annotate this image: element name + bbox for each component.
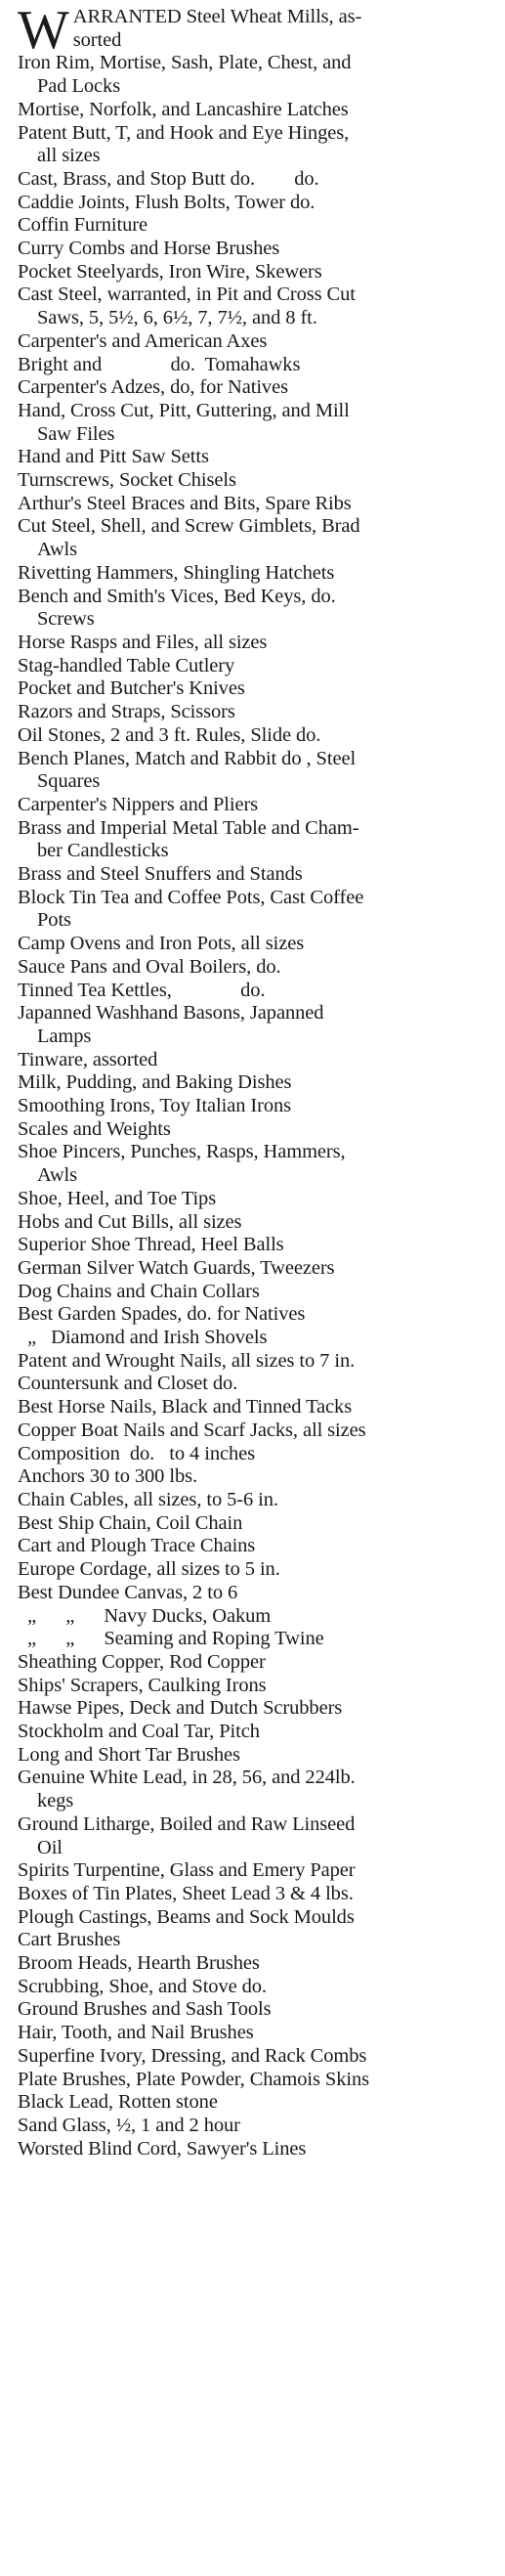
list-item	[18, 2045, 495, 2069]
list-item	[18, 376, 495, 400]
list-item	[18, 493, 495, 516]
list-item	[18, 1976, 495, 1999]
list-item	[18, 748, 495, 794]
list-item-text: Mortise, Norfolk, and Lancashire Latches	[18, 98, 349, 120]
list-item-text: Best Garden Spades, do. for Natives	[18, 1303, 306, 1326]
list-item	[18, 1998, 495, 2022]
list-item	[18, 1443, 495, 1466]
list-item	[18, 2069, 495, 2092]
list-item	[18, 586, 495, 632]
list-item-text: Brass and Imperial Metal Table and Cham- ber Candlesticks	[18, 816, 359, 862]
list-item-text: Best Ship Chain, Coil Chain	[18, 1511, 243, 1534]
list-item-text: Superior Shoe Thread, Heel Balls	[18, 1234, 284, 1256]
list-item	[18, 724, 495, 748]
list-item-text: Camp Ovens and Iron Pots, all sizes	[18, 933, 305, 955]
list-item-text: Patent Butt, T, and Hook and Eye Hinges, all sizes	[18, 121, 350, 167]
list-item-text: Bright and do. Tomahawks	[18, 353, 301, 375]
list-item-text: Sand Glass, ½, 1 and 2 hour	[18, 2114, 240, 2136]
list-item	[18, 1859, 495, 1883]
list-item-text: Block Tin Tea and Coffee Pots, Cast Coffee Pots	[18, 886, 364, 932]
list-item-text: Milk, Pudding, and Baking Dishes	[18, 1071, 292, 1094]
list-item	[18, 400, 495, 446]
list-item	[18, 980, 495, 1003]
list-item-text: Anchors 30 to 300 lbs.	[18, 1465, 198, 1488]
list-item	[18, 1675, 495, 1698]
list-item	[18, 1071, 495, 1095]
list-item-text: Cut Steel, Shell, and Screw Gimblets, Brad Awls	[18, 515, 360, 561]
list-item	[18, 1095, 495, 1118]
list-item-text: Carpenter's and American Axes	[18, 329, 268, 352]
list-item	[18, 1582, 495, 1605]
list-item	[18, 1141, 495, 1187]
list-item	[18, 261, 495, 284]
list-item	[18, 817, 495, 863]
list-item-text: Tinned Tea Kettles, do.	[18, 979, 266, 1001]
list-item-text: Coffin Furniture	[18, 214, 147, 237]
list-item	[18, 330, 495, 354]
list-item	[18, 1906, 495, 1930]
drop-cap: W	[18, 0, 69, 61]
list-item-text: Smoothing Irons, Toy Italian Irons	[18, 1095, 292, 1117]
list-item	[18, 1651, 495, 1675]
list-item	[18, 1234, 495, 1257]
list-item-text: Scrubbing, Shoe, and Stove do.	[18, 1975, 267, 1997]
list-item	[18, 1535, 495, 1558]
list-item	[18, 1188, 495, 1211]
list-item	[18, 1327, 495, 1350]
list-item-text: „ „ Seaming and Roping Twine	[18, 1628, 324, 1650]
list-item	[18, 446, 495, 469]
list-item-text: Best Dundee Canvas, 2 to 6	[18, 1581, 238, 1603]
list-item-text: Pocket and Butcher's Knives	[18, 677, 245, 700]
list-item	[18, 2115, 495, 2138]
list-item	[18, 1721, 495, 1744]
list-item	[18, 1211, 495, 1235]
list-item	[18, 52, 495, 98]
list-item	[18, 1281, 495, 1304]
list-item-text: Patent and Wrought Nails, all sizes to 7 in.	[18, 1349, 356, 1372]
list-item-text: Hand, Cross Cut, Pitt, Guttering, and Mill Saw Files	[18, 399, 350, 445]
list-item-text: Hobs and Cut Bills, all sizes	[18, 1210, 242, 1233]
list-item	[18, 863, 495, 887]
list-item	[18, 1419, 495, 1443]
list-item	[18, 701, 495, 724]
list-item-text: Composition do. to 4 inches	[18, 1442, 256, 1464]
list-item-text: Curry Combs and Horse Brushes	[18, 238, 280, 260]
list-item-text: Sauce Pans and Oval Boilers, do.	[18, 955, 281, 978]
list-item-text: Bench Planes, Match and Rabbit do , Steel Squares	[18, 747, 357, 793]
list-item-text: Hawse Pipes, Deck and Dutch Scrubbers	[18, 1697, 343, 1720]
list-item-text: Plate Brushes, Plate Powder, Chamois Skins	[18, 2068, 369, 2090]
list-item-text: Caddie Joints, Flush Bolts, Tower do.	[18, 191, 316, 213]
list-item-text: German Silver Watch Guards, Tweezers	[18, 1256, 335, 1279]
list-item	[18, 562, 495, 586]
list-item	[18, 887, 495, 933]
list-item-text: Bench and Smith's Vices, Bed Keys, do. Screws	[18, 585, 336, 631]
list-item	[18, 1697, 495, 1721]
list-item	[18, 1396, 495, 1419]
list-item	[18, 1883, 495, 1906]
list-item-text: Tinware, assorted	[18, 1048, 158, 1070]
list-item	[18, 0, 495, 61]
list-item-text: Ground Brushes and Sash Tools	[18, 1998, 272, 2021]
list-item-text: Cast, Brass, and Stop Butt do. do.	[18, 167, 319, 190]
list-item-text: Black Lead, Rotten stone	[18, 2091, 218, 2114]
list-item-text: Ground Litharge, Boiled and Raw Linseed Oil	[18, 1812, 356, 1858]
list-item	[18, 354, 495, 377]
list-item-text: Cast Steel, warranted, in Pit and Cross Cut Saws, 5, 5½, 6, 6½, 7, 7½, and 8 ft.	[18, 284, 356, 329]
list-item	[18, 1118, 495, 1142]
list-item-text: Razors and Straps, Scissors	[18, 701, 235, 723]
list-item	[18, 677, 495, 701]
list-item-text: Hand and Pitt Saw Setts	[18, 446, 209, 468]
list-item	[18, 632, 495, 655]
list-item-text: Broom Heads, Hearth Brushes	[18, 1952, 260, 1975]
list-item	[18, 1558, 495, 1582]
list-item	[18, 1257, 495, 1281]
list-item	[18, 1952, 495, 1976]
list-item-text: Boxes of Tin Plates, Sheet Lead 3 & 4 lbs.	[18, 1882, 354, 1904]
list-item	[18, 515, 495, 561]
list-item	[18, 192, 495, 215]
list-item-text: Copper Boat Nails and Scarf Jacks, all sizes	[18, 1419, 366, 1441]
list-item-text: Sheathing Copper, Rod Copper	[18, 1650, 266, 1673]
list-item	[18, 2138, 495, 2161]
list-item	[18, 99, 495, 122]
list-item	[18, 1605, 495, 1629]
list-item	[18, 1744, 495, 1768]
list-item-text: Iron Rim, Mortise, Sash, Plate, Chest, and Pad Locks	[18, 52, 352, 98]
list-item-text: Countersunk and Closet do.	[18, 1373, 238, 1395]
list-item	[18, 1489, 495, 1512]
hardware-item-list	[18, 0, 495, 2161]
list-item-text: Cart Brushes	[18, 1929, 121, 1951]
list-item-text: Turnscrews, Socket Chisels	[18, 469, 236, 492]
list-item-text: Rivetting Hammers, Shingling Hatchets	[18, 561, 335, 584]
list-item-text: Carpenter's Nippers and Pliers	[18, 793, 259, 815]
list-item-text: Best Horse Nails, Black and Tinned Tacks	[18, 1396, 353, 1419]
list-item	[18, 933, 495, 956]
list-item	[18, 655, 495, 678]
list-item	[18, 1049, 495, 1072]
list-item-text: Carpenter's Adzes, do, for Natives	[18, 376, 288, 399]
list-item-text: Scales and Weights	[18, 1117, 171, 1140]
list-item-text: Pocket Steelyards, Iron Wire, Skewers	[18, 260, 322, 283]
list-item	[18, 1350, 495, 1374]
list-item-text: Plough Castings, Beams and Sock Moulds	[18, 1905, 355, 1928]
list-item-text: Japanned Washhand Basons, Japanned Lamps	[18, 1002, 324, 1047]
list-item-text: Europe Cordage, all sizes to 5 in.	[18, 1558, 280, 1581]
list-item-text: Spirits Turpentine, Glass and Emery Paper	[18, 1859, 356, 1882]
list-item-text: Stag-handled Table Cutlery	[18, 654, 235, 677]
list-item	[18, 2022, 495, 2045]
list-item-text: „ „ Navy Ducks, Oakum	[18, 1604, 272, 1627]
list-item-text: Long and Short Tar Brushes	[18, 1743, 240, 1766]
list-item-text: Genuine White Lead, in 28, 56, and 224lb. kegs	[18, 1767, 356, 1812]
list-item	[18, 469, 495, 493]
list-item	[18, 1929, 495, 1952]
list-item-text: Horse Rasps and Files, all sizes	[18, 631, 268, 653]
list-item	[18, 794, 495, 817]
list-item	[18, 214, 495, 238]
list-item-text: Shoe, Heel, and Toe Tips	[18, 1187, 217, 1209]
list-item-text: Arthur's Steel Braces and Bits, Spare Ribs	[18, 492, 352, 514]
list-item	[18, 1002, 495, 1048]
list-item	[18, 1813, 495, 1859]
list-item	[18, 238, 495, 261]
list-item	[18, 2091, 495, 2115]
list-item-text: Cart and Plough Trace Chains	[18, 1535, 256, 1557]
list-item-text: Dog Chains and Chain Collars	[18, 1280, 260, 1302]
list-item-text: Shoe Pincers, Punches, Rasps, Hammers, Awls	[18, 1141, 346, 1187]
list-item-text: Oil Stones, 2 and 3 ft. Rules, Slide do.	[18, 723, 321, 746]
list-item-text: Superfine Ivory, Dressing, and Rack Combs	[18, 2044, 367, 2067]
list-item	[18, 1628, 495, 1651]
list-item-text: Chain Cables, all sizes, to 5-6 in.	[18, 1489, 278, 1510]
list-item	[18, 168, 495, 192]
list-item	[18, 1373, 495, 1396]
list-item	[18, 1767, 495, 1812]
list-item	[18, 1512, 495, 1536]
list-item-text: Worsted Blind Cord, Sawyer's Lines	[18, 2137, 307, 2160]
list-item-text: Brass and Steel Snuffers and Stands	[18, 863, 303, 886]
list-item-text: Ships' Scrapers, Caulking Irons	[18, 1674, 267, 1696]
list-item	[18, 1465, 495, 1489]
list-item-text: „ Diamond and Irish Shovels	[18, 1327, 268, 1349]
list-item	[18, 122, 495, 168]
list-item-text: ARRANTED Steel Wheat Mills, as- sorted	[72, 6, 362, 51]
list-item	[18, 1303, 495, 1327]
list-item-text: Stockholm and Coal Tar, Pitch	[18, 1721, 260, 1743]
list-item	[18, 284, 495, 329]
list-item-text: Hair, Tooth, and Nail Brushes	[18, 2022, 254, 2044]
list-item	[18, 956, 495, 980]
